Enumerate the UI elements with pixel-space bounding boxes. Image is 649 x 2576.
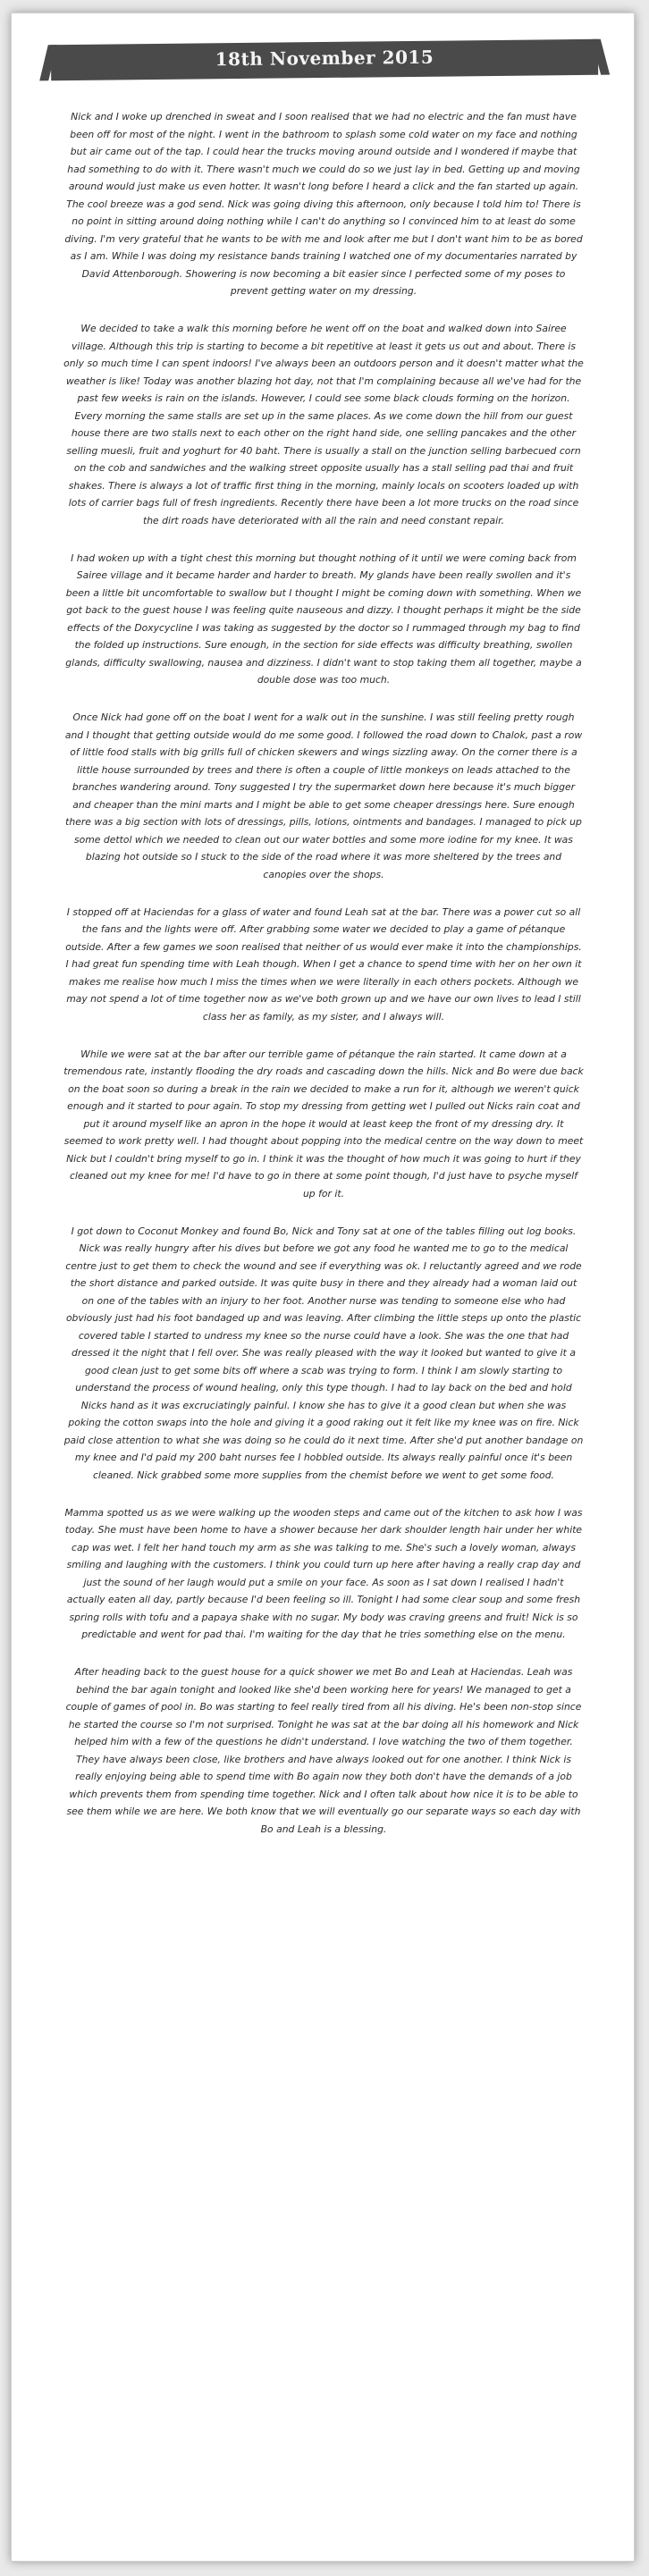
paragraph-1: Nick and I woke up drenched in sweat and I soon realised that we had no electric and the fan must have been off for most of the night. I went in the bathroom to splash some cold water on my face and nothing but air came out of the tap. I could hear the trucks moving around outside and I wondered if maybe that had something to do with it. There wasn't much we could do so we just lay in bed. Getting up and moving around would just make us even hotter. It wasn't long before I heard a click and the fan started up again. The cool breeze was a god send. Nick was going diving this afternoon, only because I told him to! There is no point in sitting around doing nothing while I can't do anything so I convinced him to at least do some diving. I'm very grateful that he wants to be with me and look after me but I don't want him to be as bored as I am. While I was doing my resistance bands training I watched one of my documentaries narrated by David Attenborough. Showering is now becoming a bit easier since I perfected some of my poses to prevent getting water on my dressing. [64, 111, 583, 297]
date-banner [51, 39, 598, 80]
paragraph-7: I got down to Coconut Monkey and found Bo, Nick and Tony sat at one of the tables filling out log books. Nick was really hungry after his dives but before we got any food he wanted me to go to the medical centre just to get them to check the wound and see if everything was ok. I reluctantly agreed and we rode the short distance and parked outside. It was quite busy in there and they already had a woman laid out on one of the tables with an injury to her foot. Another nurse was tending to someone else who had obviously just had his foot bandaged up and was leaving. After climbing the little steps up onto the plastic covered table I started to undress my knee so the nurse could have a look. She was the one that had dressed it the night that I fell over. She was really pleased with the way it looked but wanted to give it a good clean just to get some bits off where a scab was trying to form. I think I am slowly starting to understand the process of wound healing, only this type though. I had to lay back on the bed and hold Nicks hand as it was excruciatingly painful. I know she has to give it a good clean but when she was poking the cotton swaps into the hole and giving it a good raking out it felt like my knee was on fire. Nick paid close attention to what she was doing so he could do it next time. After she'd put another bandage on my knee and I'd paid my 200 baht nurses fee I hobbled outside. Its always really painful once it's been cleaned. Nick grabbed some more supplies from the chemist before we went to get some food. [63, 1225, 584, 1481]
paragraph-3: I had woken up with a tight chest this morning but thought nothing of it until we were coming back from Sairee village and it became harder and harder to breath. My glands have been really swollen and it's been a little bit uncomfortable to swallow but I thought I might be coming down with something. When we got back to the guest house I was feeling quite nauseous and dizzy. I thought perhaps it might be the side effects of the Doxycycline I was taking as suggested by the doctor so I rummaged through my bag to find the folded up instructions. Sure enough, in the section for side effects was difficulty breathing, swollen glands, difficulty swallowing, nausea and dizziness. I didn't want to stop taking them all together, maybe a double dose was too much. [65, 551, 582, 686]
journal-page [11, 13, 635, 2562]
entry-body [63, 108, 584, 1858]
paragraph-2: We decided to take a walk this morning before he went off on the boat and walked down into Sairee village. Although this trip is starting to become a bit repetitive at least it gets us out and about. There is only so much time I can spent indoors! I've always been an outdoors person and it doesn't matter what the weather is like! Today was another blazing hot day, not that I'm complaining because all we've had for the past few weeks is rain on the islands. However, I could see some black clouds forming on the horizon. Every morning the same stalls are set up in the same places. As we come down the hill from our guest house there are two stalls next to each other on the right hand side, one selling pancakes and the other selling muesli, fruit and yoghurt for 40 baht. There is usually a stall on the junction selling barbecued corn on the cob and sandwiches and the walking street opposite usually has a stall selling pad thai and fruit shakes. There is always a lot of traffic first thing in the morning, mainly locals on scooters loaded up with lots of carrier bags full of fresh ingredients. Recently there have been a lot more trucks on the road since the dirt roads have deteriorated with all the rain and need constant repair. [63, 323, 584, 526]
paragraph-5: I stopped off at Haciendas for a glass of water and found Leah sat at the bar. There was a power cut so all the fans and the lights were off. After grabbing some water we decided to play a game of pétanque outside. After a few games we soon realised that neither of us would ever make it into the championships. I had great fun spending time with Leah though. When I get a chance to spend time with her on her own it makes me realise how much I miss the times when we were literally in each others pockets. Although we may not spend a lot of time together now as we've both grown up and we have our own lives to lead I still class her as family, as my sister, and I always will. [65, 905, 582, 1023]
paragraph-8: Mamma spotted us as we were walking up the wooden steps and came out of the kitchen to ask how I was today. She must have been home to have a shower because her dark shoulder length hair under her white cap was wet. I felt her hand touch my arm as she was talking to me. She's such a lovely woman, always smiling and laughing with the customers. I think you could turn up here after having a really crap day and just the sound of her laugh would put a smile on your face. As soon as I sat down I realised I hadn't actually eaten all day, partly because I'd been feeling so ill. Tonight I had some clear soup and some fresh spring rolls with tofu and a papaya shake with no sugar. My body was craving greens and fruit! Nick is so predictable and went for pad thai. I'm waiting for the day that he tries something else on the menu. [64, 1506, 583, 1640]
paragraph-9: After heading back to the guest house for a quick shower we met Bo and Leah at Haciendas. Leah was behind the bar again tonight and looked like she'd been working here for years! We managed to get a couple of games of pool in. Bo was starting to feel really tired from all his diving. He's been non-stop since he started the course so I'm not surprised. Tonight he was sat at the bar doing all his homework and Nick helped him with a few of the questions he didn't understand. I love watching the two of them together. They have always been close, like brothers and have always looked out for one another. I think Nick is really enjoying being able to spend time with Bo again now they both don't have the demands of a job which prevents them from spending time together. Nick and I often talk about how nice it is to be able to see them while we are here. We both know that we will eventually go our separate ways so each day with Bo and Leah is a blessing. [65, 1666, 582, 1835]
paragraph-6: While we were sat at the bar after our terrible game of pétanque the rain started. It came down at a tremendous rate, instantly flooding the dry roads and cascading down the hills. Nick and Bo were due back on the boat soon so during a break in the rain we decided to make a run for it, although we weren't quick enough and it started to pour again. To stop my dressing from getting wet I pulled out Nicks rain coat and put it around myself like an apron in the hope it would at least keep the front of my dressing dry. It seemed to work pretty well. I had thought about popping into the medical centre on the way down to meet Nick but I couldn't bring myself to go in. I think it was the thought of how much it was going to hurt if they cleaned out my knee for me! I'd have to go in there at some point though, I'd just have to psyche myself up for it. [63, 1048, 584, 1200]
paragraph-4: Once Nick had gone off on the boat I went for a walk out in the sunshine. I was still feeling pretty rough and I thought that getting outside would do me some good. I followed the road down to Chalok, past a row of little food stalls with big grills full of chicken skewers and wings sizzling away. On the corner there is a little house surrounded by trees and there is often a couple of little monkeys on leads attached to the branches wandering around. Tony suggested I try the supermarket down here because it's much bigger and cheaper than the mini marts and I might be able to get some cheaper dressings here. Sure enough there was a big section with lots of dressings, pills, lotions, ointments and bandages. I managed to pick up some dettol which we needed to clean out our water bottles and some more iodine for my knee. It was blazing hot outside so I stuck to the side of the road where it was more sheltered by the trees and canopies over the shops. [64, 711, 583, 880]
entry-date: 18th November 2015 [215, 46, 434, 71]
